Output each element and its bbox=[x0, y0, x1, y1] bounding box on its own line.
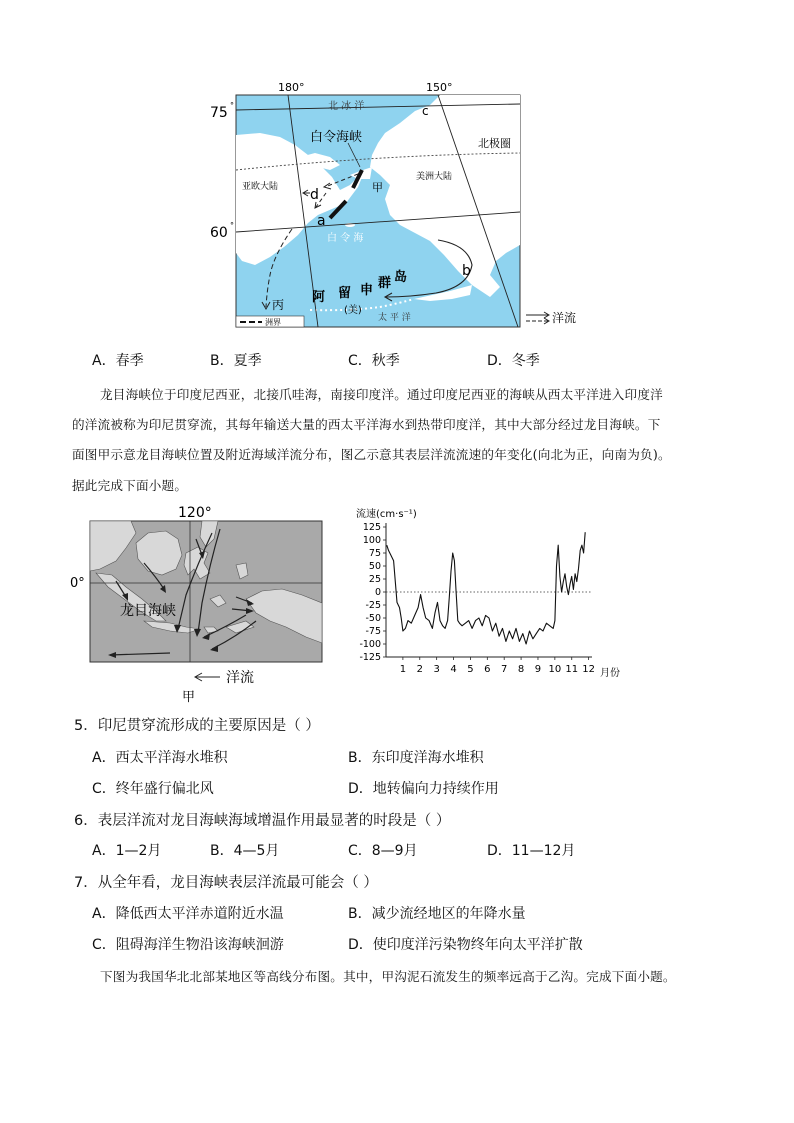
intro-line-3: 面图甲示意龙目海峡位置及附近海域洋流分布，图乙示意其表层洋流流速的年变化(向北为正，向南为负)。 bbox=[72, 447, 671, 462]
boundary-legend: 洲界 bbox=[265, 318, 281, 327]
aleutian-1: 阿 bbox=[312, 290, 326, 305]
q6-stem: 6．表层洋流对龙目海峡海域增温作用最显著的时段是（ ） bbox=[74, 813, 451, 829]
x-tick-label: 4 bbox=[450, 664, 457, 675]
y-tick-label: 25 bbox=[368, 574, 381, 585]
q6-option-d[interactable]: D．11—12月 bbox=[487, 843, 576, 859]
pacific-label: 太 平 洋 bbox=[378, 313, 411, 323]
svg-text:°: ° bbox=[230, 221, 234, 230]
q5-option-b[interactable]: B．东印度洋海水堆积 bbox=[348, 750, 484, 766]
q7-option-c[interactable]: C．阻碍海洋生物沿该海峡洄游 bbox=[92, 937, 284, 953]
y-tick-label: 0 bbox=[374, 587, 381, 598]
lat-75-label: 75 bbox=[210, 105, 228, 121]
x-tick-label: 9 bbox=[534, 664, 542, 675]
q7-stem: 7．从全年看，龙目海峡表层洋流最可能会（ ） bbox=[74, 875, 378, 891]
lat-0-label: 0° bbox=[70, 576, 85, 591]
q5-option-a[interactable]: A．西太平洋海水堆积 bbox=[92, 750, 228, 766]
intro-line-4: 据此完成下面小题。 bbox=[72, 478, 188, 493]
q5-stem: 5．印尼贯穿流形成的主要原因是（ ） bbox=[74, 718, 320, 734]
arctic-ocean-label: 北 冰 洋 bbox=[328, 101, 365, 112]
q6-option-a[interactable]: A．1—2月 bbox=[92, 843, 162, 859]
lon-120-label: 120° bbox=[178, 505, 212, 521]
intro-line-2: 的洋流被称为印尼贯穿流，其每年输送大量的西太平洋海水到热带印度洋，其中大部分经过龙目海峡。下 bbox=[72, 417, 661, 432]
q7-option-a[interactable]: A．降低西太平洋赤道附近水温 bbox=[92, 906, 284, 922]
x-tick-label: 3 bbox=[433, 664, 440, 675]
x-tick-label: 11 bbox=[565, 664, 579, 675]
aleutian-3: 申 bbox=[360, 283, 374, 298]
lombok-strait-label: 龙目海峡 bbox=[120, 603, 176, 619]
y-tick-label: 100 bbox=[362, 535, 381, 546]
y-axis-label: 流速(cm·s⁻¹) bbox=[356, 509, 417, 520]
next-intro: 下图为我国华北北部某地区等高线分布图。其中，甲沟泥石流发生的频率远高于乙沟。完成下面小题。 bbox=[100, 969, 676, 984]
y-tick-label: -25 bbox=[365, 600, 381, 611]
x-tick-label: 10 bbox=[548, 664, 562, 675]
x-tick-label: 2 bbox=[416, 664, 423, 675]
label-b: b bbox=[462, 263, 471, 279]
y-tick-label: 125 bbox=[362, 522, 381, 533]
q7-option-d[interactable]: D．使印度洋污染物终年向太平洋扩散 bbox=[348, 937, 583, 953]
y-tick-label: -50 bbox=[365, 613, 381, 624]
x-tick-label: 1 bbox=[399, 664, 407, 675]
x-tick-label: 7 bbox=[501, 664, 508, 675]
flow-speed-line bbox=[387, 532, 585, 644]
eurasia-label: 亚欧大陆 bbox=[242, 182, 279, 192]
lat-60-label: 60 bbox=[210, 225, 228, 241]
label-jia: 甲 bbox=[372, 181, 383, 194]
arctic-circle-label: 北极圈 bbox=[478, 137, 511, 150]
label-c: c bbox=[422, 104, 429, 118]
prev-option-d[interactable]: D．冬季 bbox=[487, 353, 540, 369]
flow-speed-chart bbox=[350, 503, 640, 683]
q6-option-b[interactable]: B．4—5月 bbox=[210, 843, 280, 859]
x-tick-label: 8 bbox=[517, 664, 525, 675]
prev-option-c[interactable]: C．秋季 bbox=[348, 353, 400, 369]
q7-option-b[interactable]: B．减少流经地区的年降水量 bbox=[348, 906, 526, 922]
current-legend-label: 洋流 bbox=[552, 311, 577, 325]
aleutian-2: 留 bbox=[338, 286, 352, 301]
us-label: (美) bbox=[344, 305, 362, 316]
label-d: d bbox=[310, 187, 319, 203]
y-tick-label: 50 bbox=[368, 561, 381, 572]
america-label: 美洲大陆 bbox=[416, 172, 453, 182]
y-tick-label: -125 bbox=[359, 652, 381, 663]
prev-option-b[interactable]: B．夏季 bbox=[210, 353, 262, 369]
lombok-map bbox=[70, 503, 336, 705]
strait-label: 白令海峡 bbox=[310, 130, 363, 145]
label-a: a bbox=[317, 213, 326, 229]
intro-line-1: 龙目海峡位于印度尼西亚，北接爪哇海，南接印度洋。通过印度尼西亚的海峡从西太平洋进入印度洋 bbox=[100, 387, 663, 402]
y-tick-label: 75 bbox=[368, 548, 381, 559]
x-axis-label: 月份 bbox=[600, 668, 620, 679]
aleutian-4: 群 bbox=[378, 276, 392, 291]
label-bing: 丙 bbox=[272, 298, 285, 312]
lon-150-label: 150° bbox=[426, 81, 453, 94]
x-tick-label: 5 bbox=[467, 664, 474, 675]
q5-option-c[interactable]: C．终年盛行偏北风 bbox=[92, 781, 214, 797]
aleutian-5: 岛 bbox=[394, 270, 408, 285]
lon-180-label: 180° bbox=[278, 81, 305, 94]
bering-sea-label: 白 令 海 bbox=[327, 233, 364, 244]
map2-caption: 甲 bbox=[182, 690, 196, 705]
y-tick-label: -100 bbox=[359, 639, 381, 650]
svg-text:°: ° bbox=[230, 101, 234, 110]
x-tick-label: 12 bbox=[582, 664, 595, 675]
bering-map bbox=[200, 75, 595, 335]
y-tick-label: -75 bbox=[365, 626, 381, 637]
prev-option-a[interactable]: A．春季 bbox=[92, 353, 144, 369]
q6-option-c[interactable]: C．8—9月 bbox=[348, 843, 418, 859]
map2-legend-label: 洋流 bbox=[226, 670, 254, 686]
x-tick-label: 6 bbox=[484, 664, 491, 675]
q5-option-d[interactable]: D．地转偏向力持续作用 bbox=[348, 781, 499, 797]
